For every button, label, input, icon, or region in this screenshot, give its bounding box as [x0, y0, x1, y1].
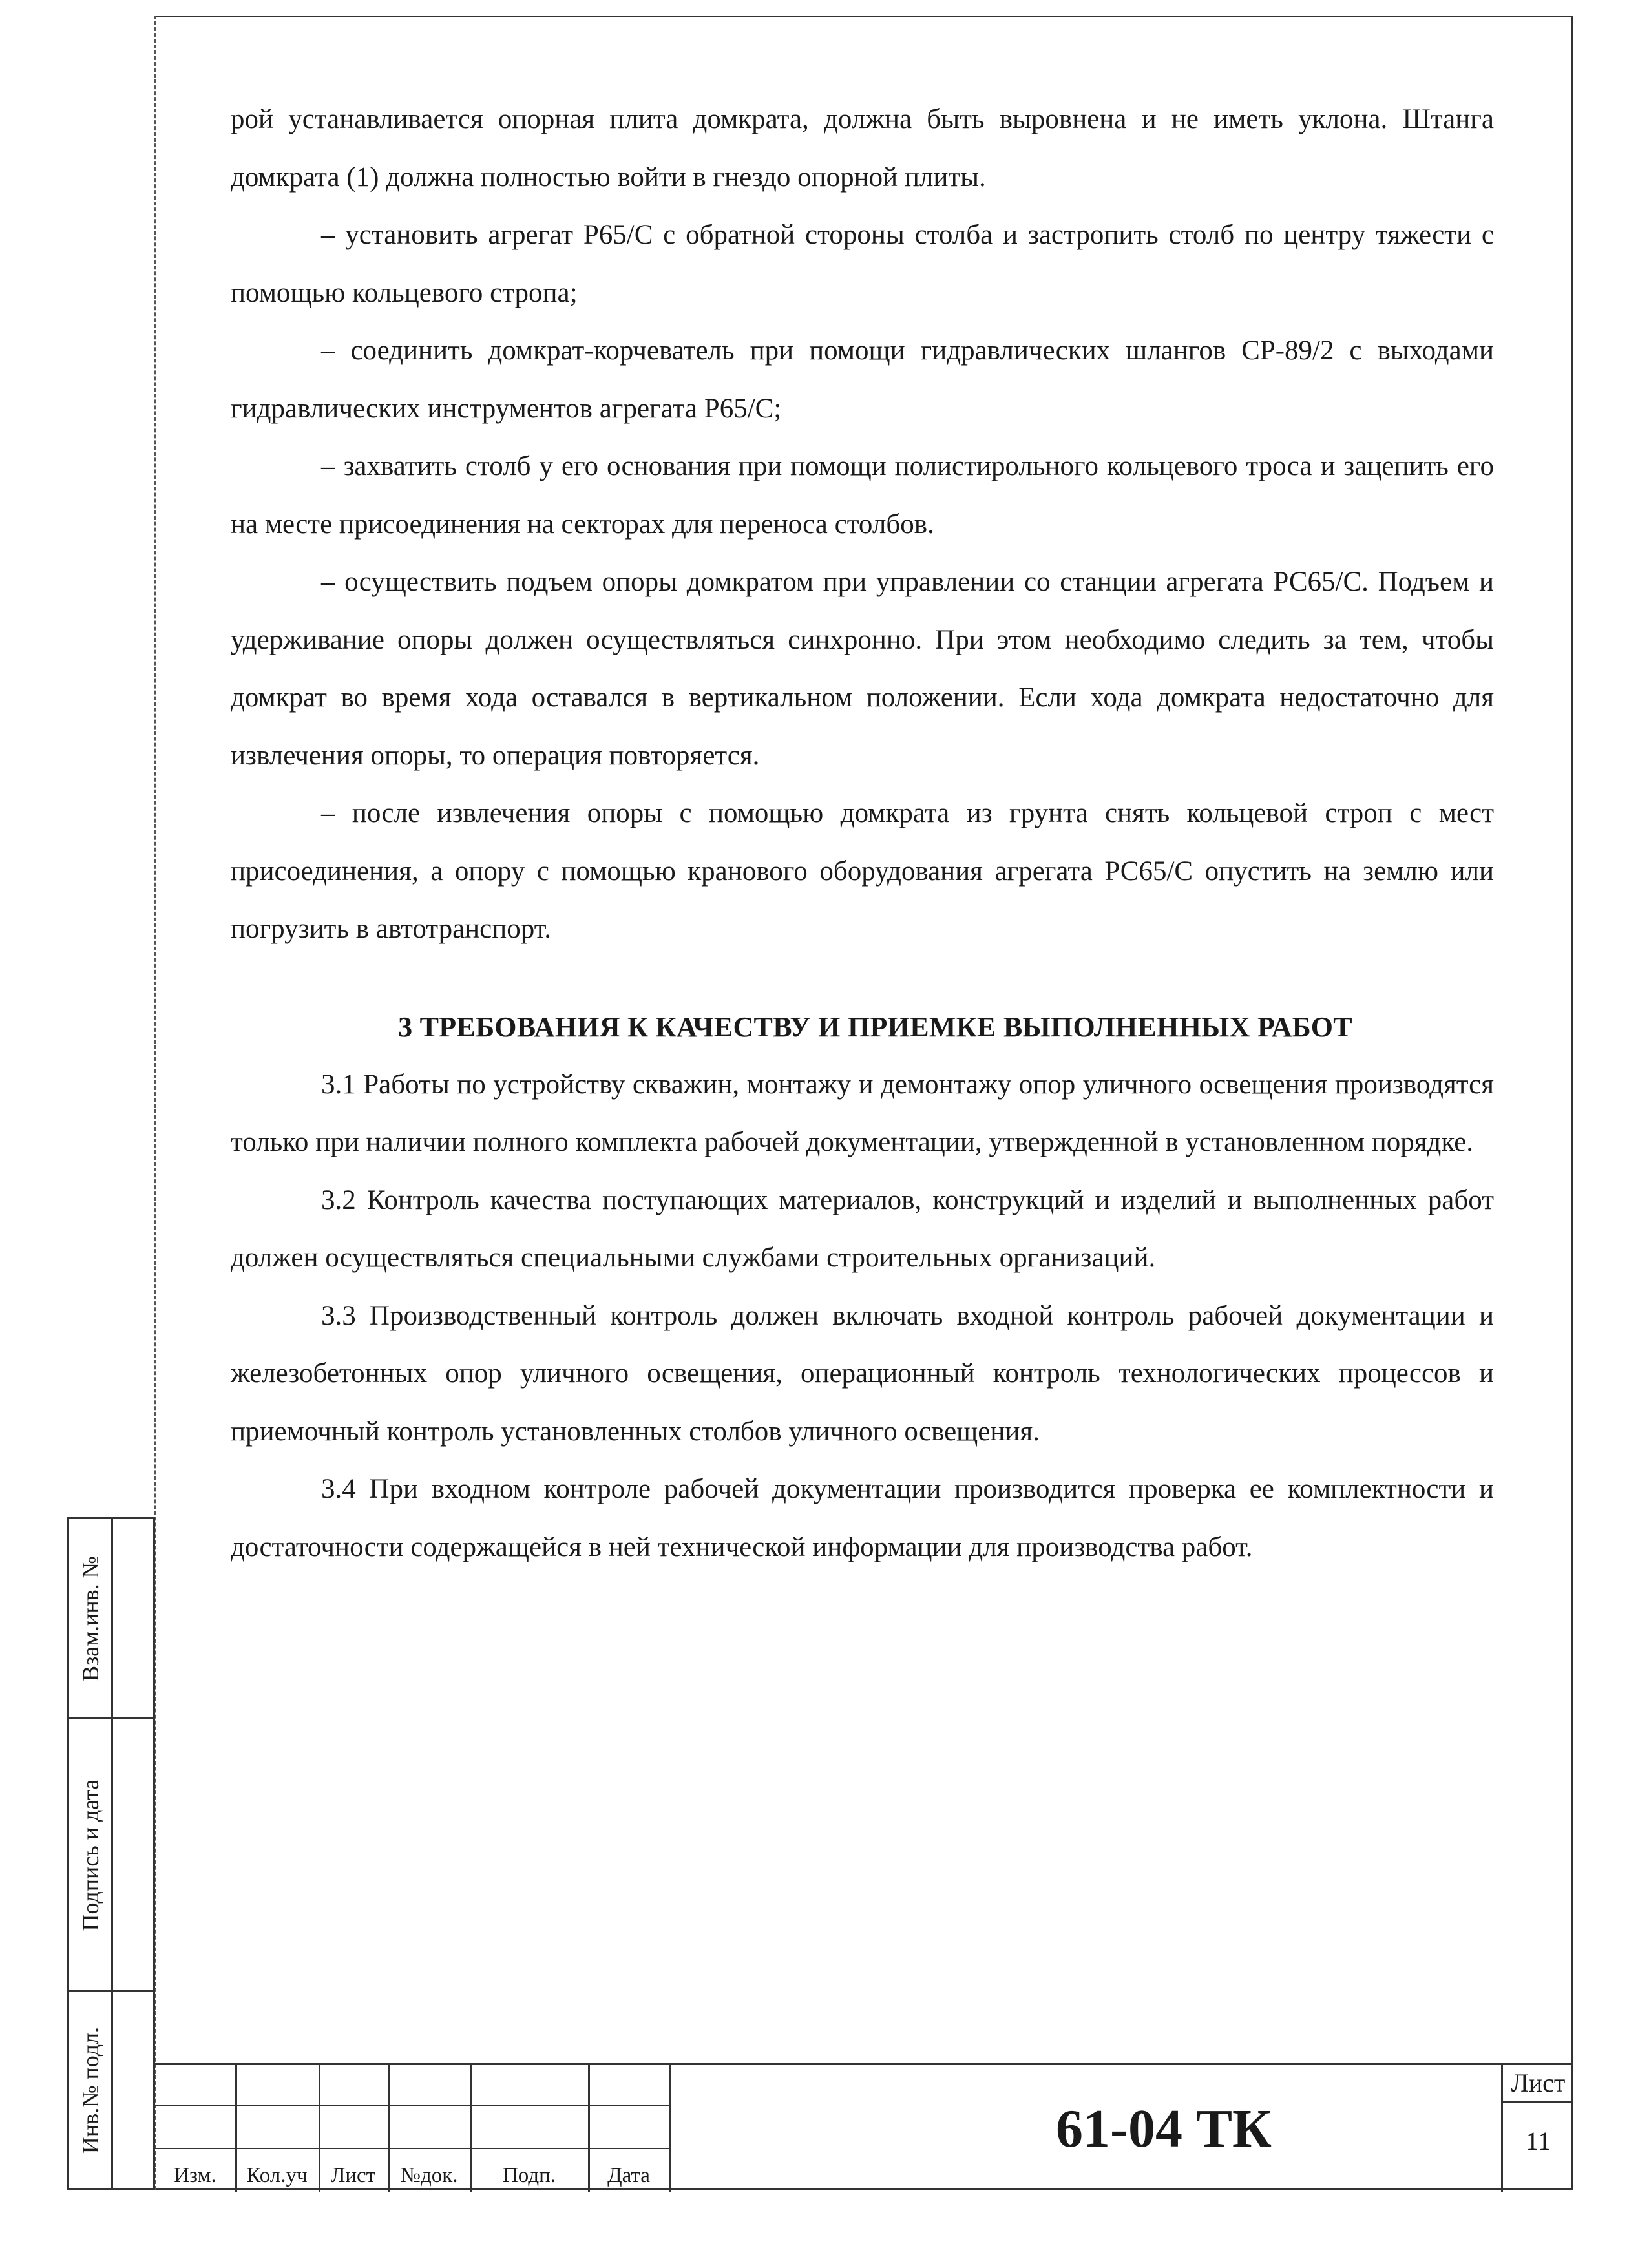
sheet-box — [1501, 2065, 1573, 2192]
paragraph-continuation: рой устанавливается опорная плита домкрата, должна быть выровнена и не иметь уклона. Штанга домкрата (1) должна полностью войти в гнездо опорной плиты. — [231, 104, 1494, 193]
revision-table — [155, 2065, 669, 2192]
clause-3-2: 3.2 Контроль качества поступающих материалов, конструкций и изделий и выполненных работ должен осуществляться специальными службами строительных организаций. — [231, 1184, 1494, 1273]
side-stamp-label: Инв.№ подл. — [77, 2026, 103, 2154]
document-body — [231, 90, 1494, 1576]
side-stamp-replace-inv — [67, 1517, 155, 1719]
list-item-lift-support: – осуществить подъем опоры домкратом при управлении со станции агрегата РС65/С. Подъем и удерживание опоры должен осуществляться синхронно. При этом необходимо следить за тем, чтобы домкрат во время хода оставался в вертикальном положении. Если хода домкрата недостаточно для извлечения опоры, то операция повторяется. — [231, 567, 1494, 771]
side-stamp-sign-date — [67, 1717, 155, 1992]
side-stamp-label: Подпись и дата — [77, 1779, 103, 1931]
col-sign: Подп. — [502, 2164, 556, 2187]
side-stamp-inv-no — [67, 1990, 155, 2190]
sheet-label: Лист — [1503, 2065, 1573, 2103]
title-block — [155, 2063, 1573, 2190]
side-stamp-label: Взам.инв. № — [77, 1555, 103, 1681]
clause-3-3: 3.3 Производственный контроль должен включать входной контроль рабочей документации и железобетонных опор уличного освещения, операционный контроль технологических процессов и приемочный контроль установленных столбов уличного освещения. — [231, 1300, 1494, 1447]
list-item-connect-jack: – соединить домкрат-корчеватель при помощи гидравлических шлангов СР-89/2 с выходами гидравлических инструментов агрегата Р65/С; — [231, 335, 1494, 424]
col-qty: Кол.уч — [246, 2164, 308, 2187]
list-item-grab-pole: – захватить столб у его основания при помощи полистирольного кольцевого троса и зацепить его на месте присоединения на секторах для переноса столбов. — [231, 451, 1494, 540]
col-date: Дата — [607, 2164, 650, 2187]
clause-3-1: 3.1 Работы по устройству скважин, монтажу и демонтажу опор уличного освещения производятся только при наличии полного комплекта рабочей документации, утвержденной в установленном порядке. — [231, 1069, 1494, 1157]
col-sheet: Лист — [330, 2164, 376, 2187]
col-change: Изм. — [174, 2164, 216, 2187]
list-item-install-unit: – установить агрегат Р65/С с обратной стороны столба и застропить столб по центру тяжести с помощью кольцевого стропа; — [231, 220, 1494, 308]
sheet-number: 11 — [1526, 2126, 1551, 2156]
col-doc: №док. — [400, 2164, 458, 2187]
document-code: 61-04 ТК — [669, 2065, 1649, 2192]
list-item-lower-support: – после извлечения опоры с помощью домкрата из грунта снять кольцевой строп с мест присоединения, а опору с помощью кранового оборудования агрегата РС65/С опустить на землю или погрузить в автотранспорт. — [231, 798, 1494, 944]
clause-3-4: 3.4 При входном контроле рабочей документации производится проверка ее комплектности и достаточности содержащейся в ней технической информации для производства работ. — [231, 1474, 1494, 1562]
section-heading: 3 ТРЕБОВАНИЯ К КАЧЕСТВУ И ПРИЕМКЕ ВЫПОЛНЕННЫХ РАБОТ — [398, 1011, 1352, 1043]
